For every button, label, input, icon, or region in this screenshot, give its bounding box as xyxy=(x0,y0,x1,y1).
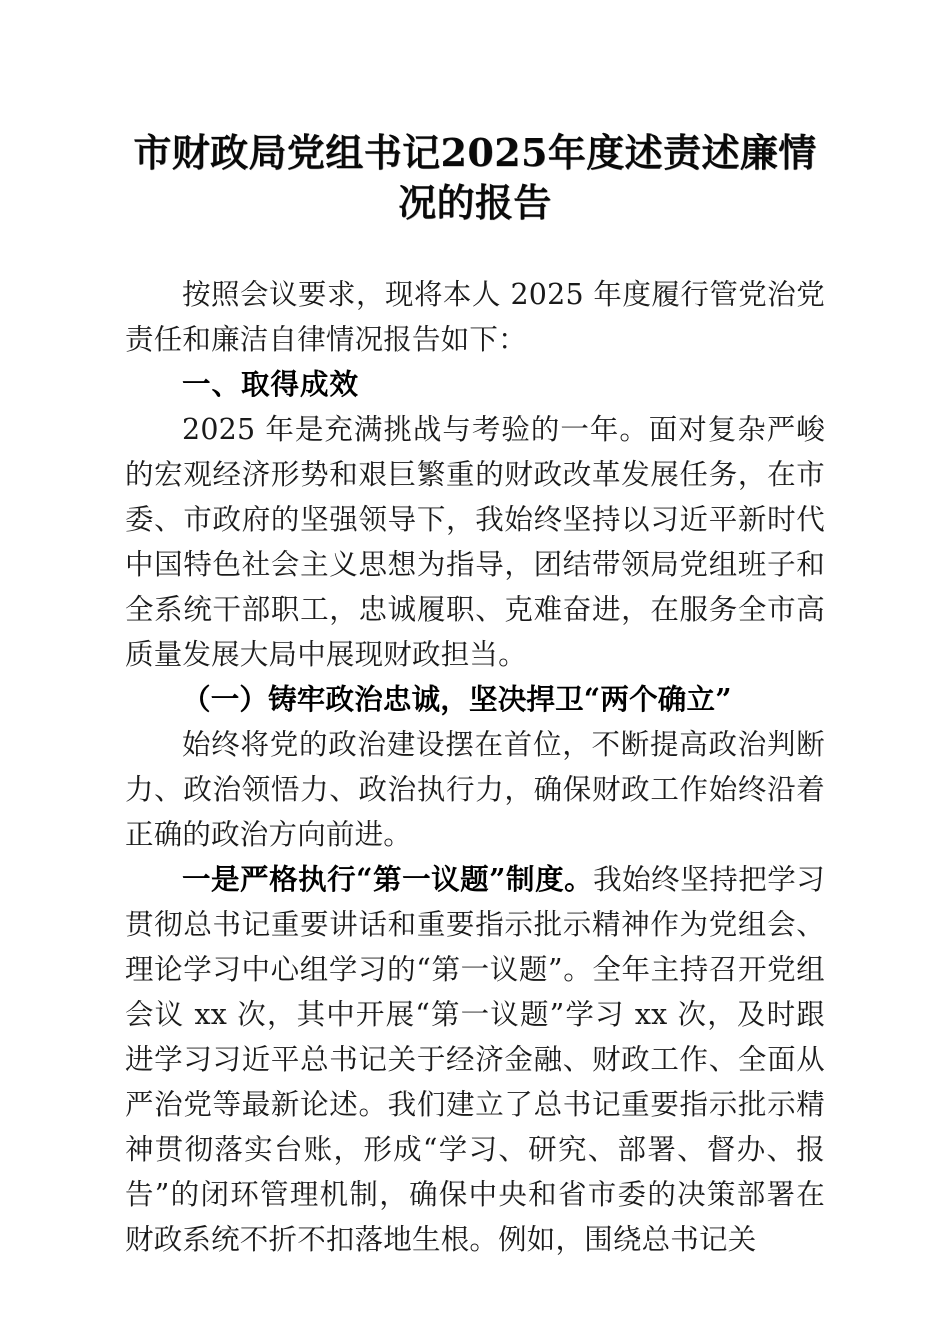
section-1-1-paragraph-2 xyxy=(125,857,825,1262)
section-1-1-paragraph-1: 始终将党的政治建设摆在首位，不断提高政治判断力、政治领悟力、政治执行力，确保财政工作始终沿着正确的政治方向前进。 xyxy=(125,728,825,851)
section-heading-1: 一、取得成效 xyxy=(182,368,360,401)
page-title: 市财政局党组书记2025年度述责述廉情况的报告 xyxy=(133,130,817,225)
paragraph-body-text: 我始终坚持把学习贯彻总书记重要讲话和重要指示批示精神作为党组会、理论学习中心组学习的“第一议题”。全年主持召开党组会议 xx 次，其中开展“第一议题”学习 xx 次，及时跟进学习习近平总书记关于经济金融、财政工作、全面从严治党等最新论述。我们建立了总书记重要指示批示精神贯彻落实台账，形成“学习、研究、部署、督办、报告”的闭环管理机制，确保中央和省市委的决策部署在财政系统不折不扣落地生根。例如，围绕总书记关 xyxy=(125,863,825,1256)
paragraph-lead-in: 一是严格执行“第一议题”制度。 xyxy=(182,862,594,896)
section-1-paragraph-1: 2025 年是充满挑战与考验的一年。面对复杂严峻的宏观经济形势和艰巨繁重的财政改革发展任务，在市委、市政府的坚强领导下，我始终坚持以习近平新时代中国特色社会主义思想为指导，团结带领局党组班子和全系统干部职工，忠诚履职、克难奋进，在服务全市高质量发展大局中展现财政担当。 xyxy=(125,413,825,671)
intro-paragraph: 按照会议要求，现将本人 2025 年度履行管党治党责任和廉洁自律情况报告如下： xyxy=(125,278,825,356)
document-body xyxy=(125,272,825,1262)
section-subheading-1-1: （一）铸牢政治忠诚，坚决捍卫“两个确立” xyxy=(182,682,732,716)
